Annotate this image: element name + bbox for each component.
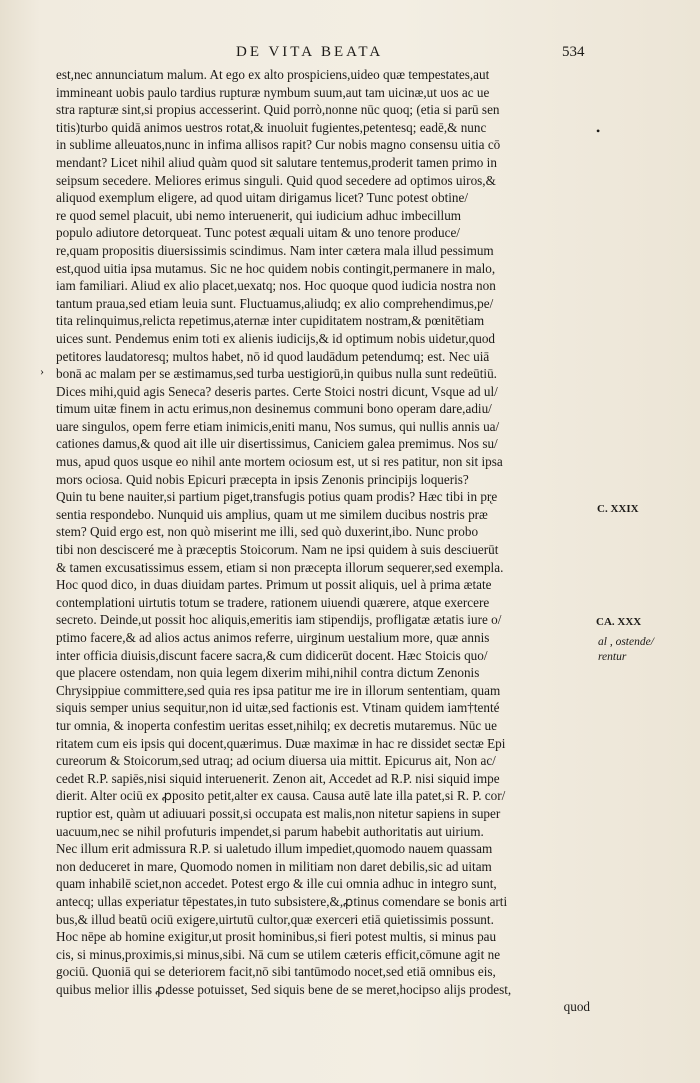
running-head: DE VITA BEATA xyxy=(236,44,384,60)
text-line: secreto. Deinde,ut possit hoc aliquis,emeritis iam stipendijs, profligatæ ætatis iure o/ xyxy=(56,612,502,628)
text-line: Dices mihi,quid agis Seneca? deseris partes. Certe Stoici nostri dicunt, Vsque ad ul/ xyxy=(56,383,498,399)
text-line: est,nec annunciatum malum. At ego ex alto prospiciens,uideo quæ tempestates,aut xyxy=(56,67,490,82)
text-line: antecq; ullas experiatur tēpestates,in tuto subsistere,&,ꝓtinus comendare se bonis arti xyxy=(56,893,508,909)
chapter-29-note: C. XXIX xyxy=(597,503,639,515)
text-line: quam inhabilē sciet,non accedet. Potest ergo & ille cui omnia adhuc in integro sunt, xyxy=(56,876,497,892)
text-line: cureorum & Stoicorum,sed utraq; ad ocium diuersa uia mittit. Epicurus ait, Non ac/ xyxy=(56,753,496,769)
text-line: aliquod exemplum eligere, ad quod uitam dirigamus licet? Tunc potest obtine/ xyxy=(56,190,469,206)
text-line: mus, apud quos usque eo nihil ante mortem ociosum est, ut si res patitur, non sit ipsa xyxy=(56,454,503,470)
text-line: mendant? Licet nihil aliud quàm quod sit salutare tentemus,proderit tamen primo in xyxy=(56,154,497,170)
text-line: iam familiari. Aliud ex alio placet,uexatq; nos. Hoc quoque quod iudicia nostra non xyxy=(56,278,496,294)
text-line: ritatem cum eis ipsis qui docent,quærimus. Duæ maximæ in hac re dissidet sectæ Epi xyxy=(56,735,506,751)
text-line: mors ociosa. Quid nobis Epicuri præcepta in ipsis Zenonis principijs loqueris? xyxy=(56,471,469,487)
catchword: quod xyxy=(563,999,590,1015)
text-line: tur omnia, & inoperta confestim ueritas esset,nihilq; ex decretis mutaremus. Nūc ue xyxy=(56,717,497,733)
variant-note-2: rentur xyxy=(598,651,627,663)
text-line: ptimo facere,& ad alios actus animos referre, uirginum uestalium more, quæ annis xyxy=(56,630,490,645)
text-line: & tamen excusatissimus essem, etiam si non præcepta illorum sequerer,sed exempla. xyxy=(56,559,504,575)
text-line: Chrysippiue committere,sed quia res ipsa patitur me ire in illorum sententiam, quam xyxy=(56,682,501,698)
text-line: petitores laudatoresq; multos habet, nō id quod laudādum petendumq; est. Nec uiā xyxy=(56,348,490,364)
text-line: cationes damus,& quod ait ille uir disertissimus, Caniciem galea premimus. Nos su/ xyxy=(56,436,498,452)
text-line: Hoc quod dico, in duas diuidam partes. Primum ut possit aliquis, uel à prima ætate xyxy=(56,577,492,593)
text-line: uacuum,nec se nihil profuturis impendet,si parum habebit authoritatis aut uirium. xyxy=(56,823,484,839)
text-line: Hoc nēpe ab homine exigitur,ut prosit hominibus,si fieri potest multis, si minus pau xyxy=(56,929,497,945)
text-line: stra rapturæ sint,si propius accesserint. Quid porrò,nonne nūc quoq; (etia si parū sen xyxy=(56,102,500,118)
text-line: quibus melior illis ꝓdesse potuisset, Sed siquis bene de se meret,hocipso alijs prodest, xyxy=(56,981,512,997)
text-line: bus,& illud beatū ociū exigere,uirtutū cultor,quæ exerceri etiā quietissimis possunt. xyxy=(56,911,494,927)
text-line: que placere ostendam, non quia legem dixerim mihi,nihil contra dictum Zenonis xyxy=(56,665,480,681)
text-line: re,quam propositis diuersissimis scindimus. Nam inter cætera mala illud pessimum xyxy=(56,242,494,258)
text-line: inter officia diuisis,discunt facere sacra,& cum didicerūt docent. Hæc Stoicis quo/ xyxy=(56,647,488,663)
text-line: in sublime alleuatos,nunc in infima allisos rapit? Cur nobis magno consensu uitia cō xyxy=(56,137,501,153)
main-text xyxy=(56,66,596,1016)
text-line: Nec illum erit admissura R.P. si ualetudo illum impediet,quomodo nauem quassam xyxy=(56,841,493,857)
text-line: sentia respondebo. Nunquid uis amplius, quam ut me similem ducibus nostris præ xyxy=(56,506,488,522)
text-line: tibi non descisceré me à præceptis Stoicorum. Nam ne ipsi quidem à suis desciuerūt xyxy=(56,542,499,558)
text-line: gociū. Quoniā qui se deteriorem facit,nō sibi tantūmodo nocet,sed etiā omnibus eis, xyxy=(56,964,496,980)
text-line: populo adiutore detorqueat. Tunc potest æquali uitam & uno tenore produce/ xyxy=(56,225,460,241)
text-line: est,quod uitia ipsa mutamus. Sic ne hoc quidem nobis contingit,permanere in malo, xyxy=(56,260,496,276)
text-line: cedet R.P. sapiēs,nisi siquid interuenerit. Zenon ait, Accedet ad R.P. nisi siquid impe xyxy=(56,770,500,786)
text-line: timum uitæ finem in actu erimus,non desinemus communi bono operam dare,adiu/ xyxy=(56,401,492,417)
text-line: tantum praua,sed etiam leuia sunt. Fluctuamus,aliudq; ex alio comprehendimus,pe/ xyxy=(56,295,494,311)
text-line: re quod semel placuit, ubi nemo interuenerit, qui iudicium adhuc imbecillum xyxy=(56,207,462,223)
text-line: contemplationi uirtutis totum se tradere, rationem uiuendi quærere, atque exercere xyxy=(56,594,490,610)
text-line: seipsum secedere. Meliores erimus singuli. Quid quod secedere ad optimos uiros,& xyxy=(56,172,496,188)
text-line: cis, si minus,proximis,si minus,sibi. Nā cum se utilem cæteris efficit,cōmune agit ne xyxy=(56,946,501,962)
text-line: Quin tu bene nauiter,si partium piget,transfugis potius quam prodis? Hæc tibi in pr̨e xyxy=(56,489,498,505)
chapter-30-note: CA. XXX xyxy=(596,616,642,628)
text-line: dierit. Alter ociū ex ꝓposito petit,alter ex causa. Causa autē late illa patet,si R. P. cor/ xyxy=(56,788,506,804)
text-line: bonā ac malam per se æstimamus,sed turba uestigiorū,in quibus nulla sunt redeūtiū. xyxy=(56,366,497,382)
margin-left-mark: › xyxy=(40,364,44,378)
page-number: 534 xyxy=(562,44,585,60)
text-line: siquis semper unius sequitur,non id uitæ,sed factionis est. Vtinam quidem iam†tenté xyxy=(56,700,500,716)
text-line: titis)turbo quidā animos uestros rotat,& inuoluit fugientes,petentesq; eadē,& nunc xyxy=(56,119,487,135)
variant-note-1: al , ostende/ xyxy=(598,636,654,648)
margin-bullet-mark: • xyxy=(596,124,601,138)
text-line: stem? Quid ergo est, non quò miserint me illi, sed quò duxerint,ibo. Nunc probo xyxy=(56,524,479,540)
text-line: uare singulos, opem ferre etiam inimicis,eniti manu, Nos sumus, qui nullis annis ua/ xyxy=(56,418,500,434)
text-line: tita relinquimus,relicta repetimus,aternæ inter cupiditatem nostram,& pœnitētiam xyxy=(56,313,485,329)
text-line: immineant uobis paulo tardius rupturæ nymbum suum,aut tam uicinæ,ut uos ac ue xyxy=(56,84,490,100)
text-line: non deduceret in mare, Quomodo nomen in militiam non daret debilis,sic ad uitam xyxy=(56,858,492,874)
text-line: ruptior est, quàm ut adiuuari possit,si occupata est malis,non nitetur sapiens in super xyxy=(56,805,501,821)
text-line: uices sunt. Pendemus enim toti ex alienis iudicijs,& id optimum nobis uidetur,quod xyxy=(56,330,496,346)
